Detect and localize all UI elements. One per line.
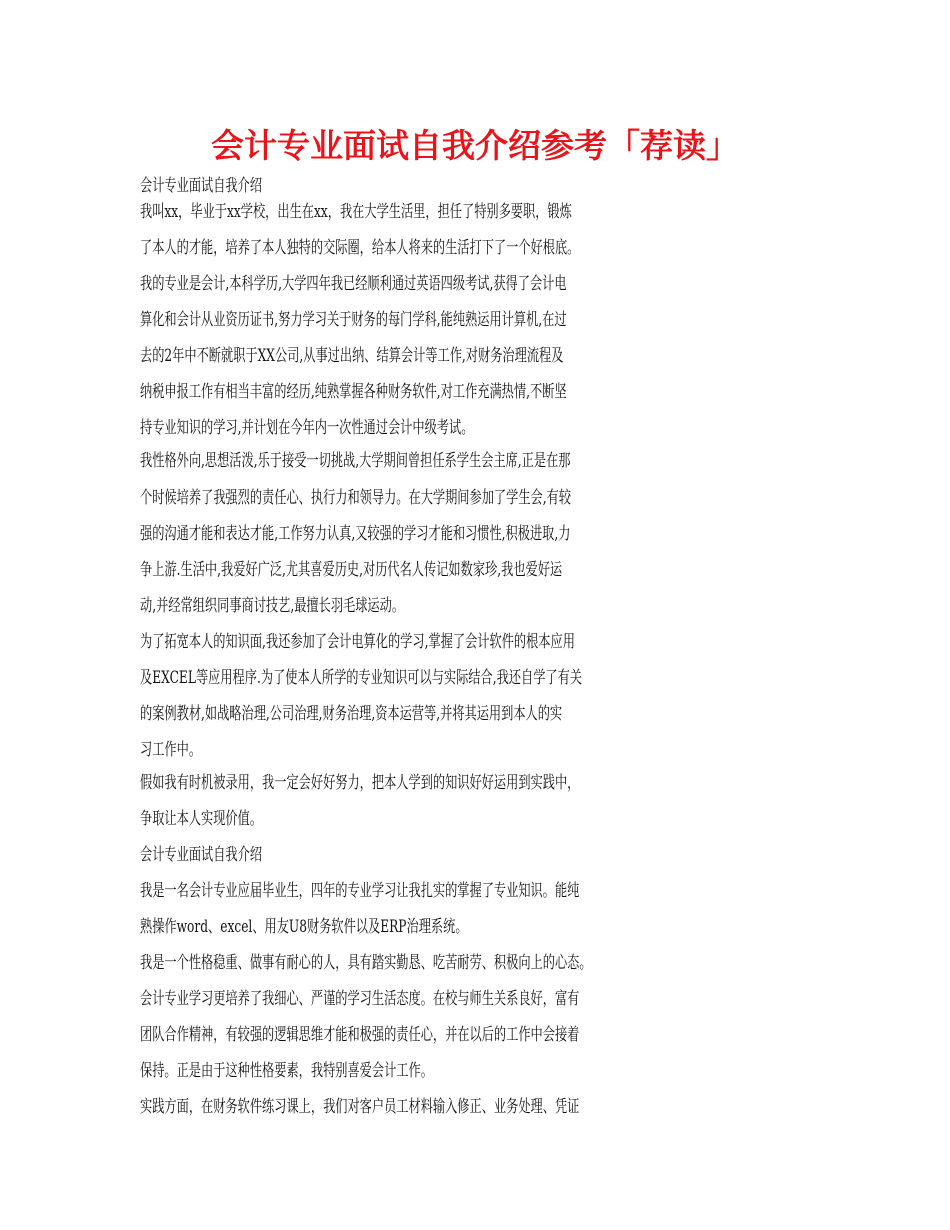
body-line: 团队合作精神，有较强的逻辑思维才能和极强的责任心，并在以后的工作中会接着 bbox=[140, 1025, 580, 1045]
section-heading: 会计专业面试自我介绍 bbox=[140, 845, 263, 865]
body-line: 为了拓宽本人的知识面,我还参加了会计电算化的学习,掌握了会计软件的根本应用 bbox=[140, 632, 575, 652]
section-heading: 会计专业面试自我介绍 bbox=[140, 176, 263, 196]
body-line: 算化和会计从业资历证书,努力学习关于财务的每门学科,能纯熟运用计算机,在过 bbox=[140, 310, 567, 330]
body-line: 我的专业是会计,本科学历,大学四年我已经顺利通过英语四级考试,获得了会计电 bbox=[140, 274, 567, 294]
body-line: 会计专业学习更培养了我细心、严谨的学习生活态度。在校与师生关系良好，富有 bbox=[140, 989, 580, 1009]
document-title: 会计专业面试自我介绍参考「荐读」 bbox=[211, 126, 739, 165]
body-line: 个时候培养了我强烈的责任心、执行力和领导力。在大学期间参加了学生会,有较 bbox=[140, 488, 572, 508]
body-line: 强的沟通才能和表达才能,工作努力认真,又较强的学习才能和习惯性,积极进取,力 bbox=[140, 524, 571, 544]
body-line: 假如我有时机被录用，我一定会好好努力，把本人学到的知识好好运用到实践中， bbox=[140, 773, 580, 793]
body-line: 习工作中。 bbox=[140, 740, 202, 760]
body-line: 我叫xx，毕业于xx学校，出生在xx，我在大学生活里，担任了特别多要职，锻炼 bbox=[140, 202, 572, 222]
body-line: 持专业知识的学习,并计划在今年内一次性通过会计中级考试。 bbox=[140, 418, 474, 438]
body-line: 了本人的才能，培养了本人独特的交际圈，给本人将来的生活打下了一个好根底。 bbox=[140, 238, 580, 258]
body-line: 我是一个性格稳重、做事有耐心的人，具有踏实勤恳、吃苦耐劳、积极向上的心态。 bbox=[140, 953, 592, 973]
body-line: 纳税申报工作有相当丰富的经历,纯熟掌握各种财务软件,对工作充满热情,不断坚 bbox=[140, 382, 567, 402]
body-line: 去的2年中不断就职于XX公司,从事过出纳、结算会计等工作,对财务治理流程及 bbox=[140, 346, 564, 366]
body-line: 我性格外向,思想活泼,乐于接受一切挑战,大学期间曾担任系学生会主席,正是在那 bbox=[140, 451, 571, 471]
body-line: 的案例教材,如战略治理,公司治理,财务治理,资本运营等,并将其运用到本人的实 bbox=[140, 704, 563, 724]
body-line: 及EXCEL等应用程序.为了使本人所学的专业知识可以与实际结合,我还自学了有关 bbox=[140, 668, 583, 688]
body-line: 我是一名会计专业应届毕业生，四年的专业学习让我扎实的掌握了专业知识。能纯 bbox=[140, 881, 580, 901]
body-line: 保持。正是由于这种性格要素，我特别喜爱会计工作。 bbox=[140, 1061, 433, 1081]
body-line: 动,并经常组织同事商讨技艺,最擅长羽毛球运动。 bbox=[140, 596, 405, 616]
body-line: 实践方面，在财务软件练习课上，我们对客户员工材料输入修正、业务处理、凭证 bbox=[140, 1097, 580, 1117]
body-line: 争上游.生活中,我爱好广泛,尤其喜爱历史,对历代名人传记如数家珍,我也爱好运 bbox=[140, 560, 563, 580]
body-line: 争取让本人实现价值。 bbox=[140, 809, 263, 829]
body-line: 熟操作word、excel、用友U8财务软件以及ERP治理系统。 bbox=[140, 917, 468, 937]
